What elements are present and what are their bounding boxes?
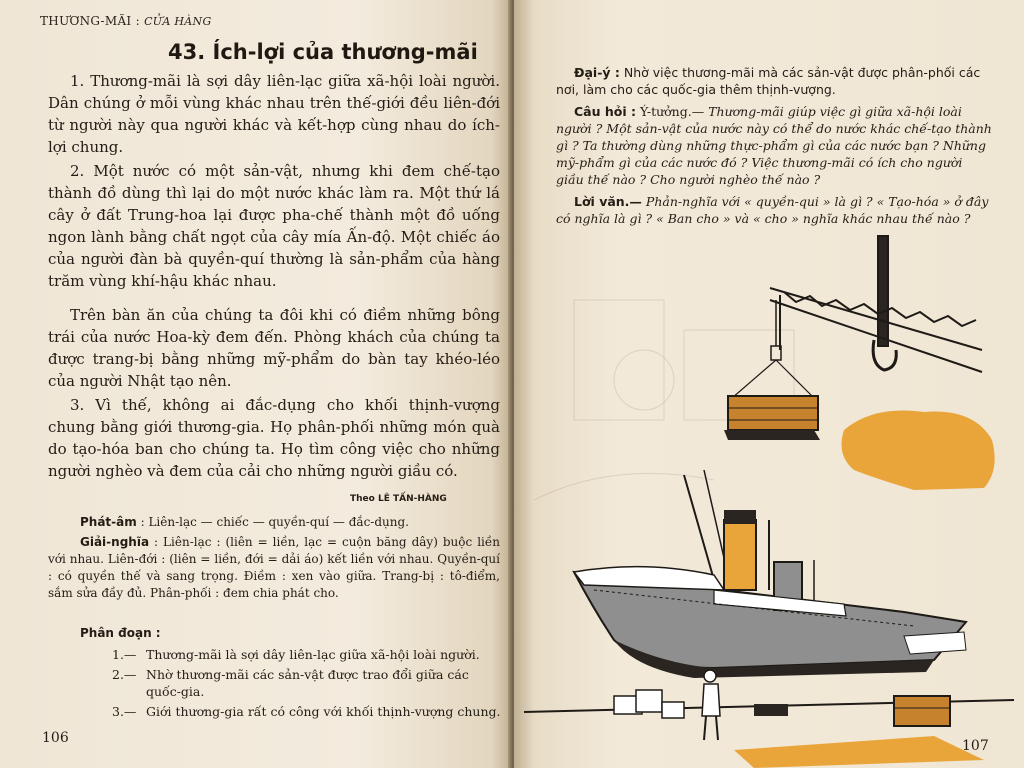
cau-hoi-text: Thương-mãi giúp việc gì giữa xã-hội loài người ? Một sản-vật của nước này có thể do nước khác chế-tạo thành gì ? Ta thường dùng những thực-phẩm gì của các nước bạn ? Những mỹ-phẩm gì của các nước đó ? Việc thương-mãi có ích cho người giầu thế nào ? Cho người nghèo thế nào ? — [556, 104, 992, 187]
paragraph-4-block — [48, 394, 500, 482]
phan-doan-list — [112, 646, 504, 723]
harbor-illustration — [514, 0, 1024, 768]
list-item-number: 2.— — [112, 667, 137, 682]
list-item-text: Giới thương-gia rất có công với khối thịnh-vượng chung. — [146, 704, 501, 719]
dai-y-text: Nhờ việc thương-mãi mà các sản-vật được phân-phối các nơi, làm cho các quốc-gia thêm thịnh-vượng. — [556, 65, 981, 97]
list-item-number: 3.— — [112, 704, 137, 719]
list-item-text: Thương-mãi là sợi dây liên-lạc giữa xã-hội loài người. — [146, 647, 480, 662]
page-number-right: 107 — [962, 738, 989, 754]
loi-van-label: Lời văn.— — [574, 194, 642, 209]
list-item-text: Nhờ thương-mãi các sản-vật được trao đổi giữa các quốc-gia. — [146, 667, 469, 699]
list-item-number: 1.— — [112, 647, 137, 662]
paragraph-1: 1. Thương-mãi là sợi dây liên-lạc giữa xã-hội loài người. Dân chúng ở mỗi vùng khác nhau trên thế-giới đều liên-đới từ người này qua người khác và kết-hợp cùng nhau do ích-lợi chung. — [48, 72, 500, 156]
orange-splash — [842, 410, 995, 490]
phat-am-label: Phát-âm — [80, 515, 137, 529]
loi-van-text: Phản-nghĩa với « quyền-qui » là gì ? « Tạo-hóa » ở đây có nghĩa là gì ? « Ban cho » và « cho » nghĩa khác nhau thế nào ? — [556, 194, 989, 226]
cau-hoi-sub: Ý-tưởng.— — [639, 104, 705, 119]
paragraph-2-block — [48, 160, 500, 292]
page-number-left: 106 — [42, 730, 69, 746]
paragraph-4: 3. Vì thế, không ai đắc-dụng cho khối thịnh-vượng chung bằng giới thương-gia. Họ phân-phối những món quà do tạo-hóa ban cho chúng ta. Họ tìm công việc cho những người nghèo và đem của cải cho những người giầu có. — [48, 396, 500, 480]
list-item — [112, 703, 504, 720]
author-credit: Theo LÊ TẤN-HÀNG — [350, 494, 447, 504]
running-header — [40, 14, 212, 28]
paragraph-2: 2. Một nước có một sản-vật, nhưng khi đem chế-tạo thành đồ dùng thì lại do một nước khác làm ra. Một thứ lá cây ở đất Trung-hoa lại được pha-chế thành một đồ uống ngon lành bằng chất ngọt của cây mía Ấn-độ. Một chiếc áo của người đàn bà quyền-quí thường là sản-phẩm của hàng trăm vùng khí-hậu khác nhau. — [48, 162, 500, 290]
paragraph-3-block — [48, 304, 500, 392]
header-subsection: CỬA HÀNG — [144, 15, 212, 28]
phan-doan-title: Phân đoạn : — [80, 626, 161, 640]
list-item — [112, 646, 504, 663]
hanging-cargo-crate — [724, 300, 820, 440]
paragraph-3: Trên bàn ăn của chúng ta đôi khi có điềm những bông trái của nước Hoa-kỳ đem đến. Phòng khách của chúng ta được trang-bị bằng những mỹ-phẩm do bàn tay khéo-léo của người Nhật tạo nên. — [48, 306, 500, 390]
phat-am-line — [48, 514, 500, 531]
lesson-title: 43. Ích-lợi của thương-mãi — [168, 40, 478, 64]
cau-hoi-label: Câu hỏi : — [574, 104, 636, 119]
paragraph-1-block — [48, 70, 500, 158]
cargo-ship — [574, 470, 966, 678]
giai-nghia-text: : Liên-lạc : (liên = liền, lạc = cuộn băng dây) buộc liền với nhau. Liên-đới : (liên = liền, đới = dải áo) kết liền với nhau. Quyền-quí : có quyền thế và sang trọng. Điềm : xen vào giữa. Trang-bị : tô-điểm, sắm sửa đầy đủ. Phân-phối : đem chia phát cho. — [48, 535, 500, 600]
vocabulary-section — [48, 514, 500, 602]
giai-nghia-label: Giải-nghĩa — [80, 535, 150, 549]
dock-scene — [524, 670, 1014, 768]
list-item — [112, 666, 504, 700]
crane-arm — [770, 236, 982, 372]
phat-am-text: : Liên-lạc — chiếc — quyền-quí — đắc-dụng. — [140, 515, 409, 529]
dai-y-label: Đại-ý : — [574, 65, 620, 80]
header-section: THƯƠNG-MÃI : — [40, 14, 140, 28]
giai-nghia-block — [48, 534, 500, 602]
right-page — [514, 0, 1024, 768]
